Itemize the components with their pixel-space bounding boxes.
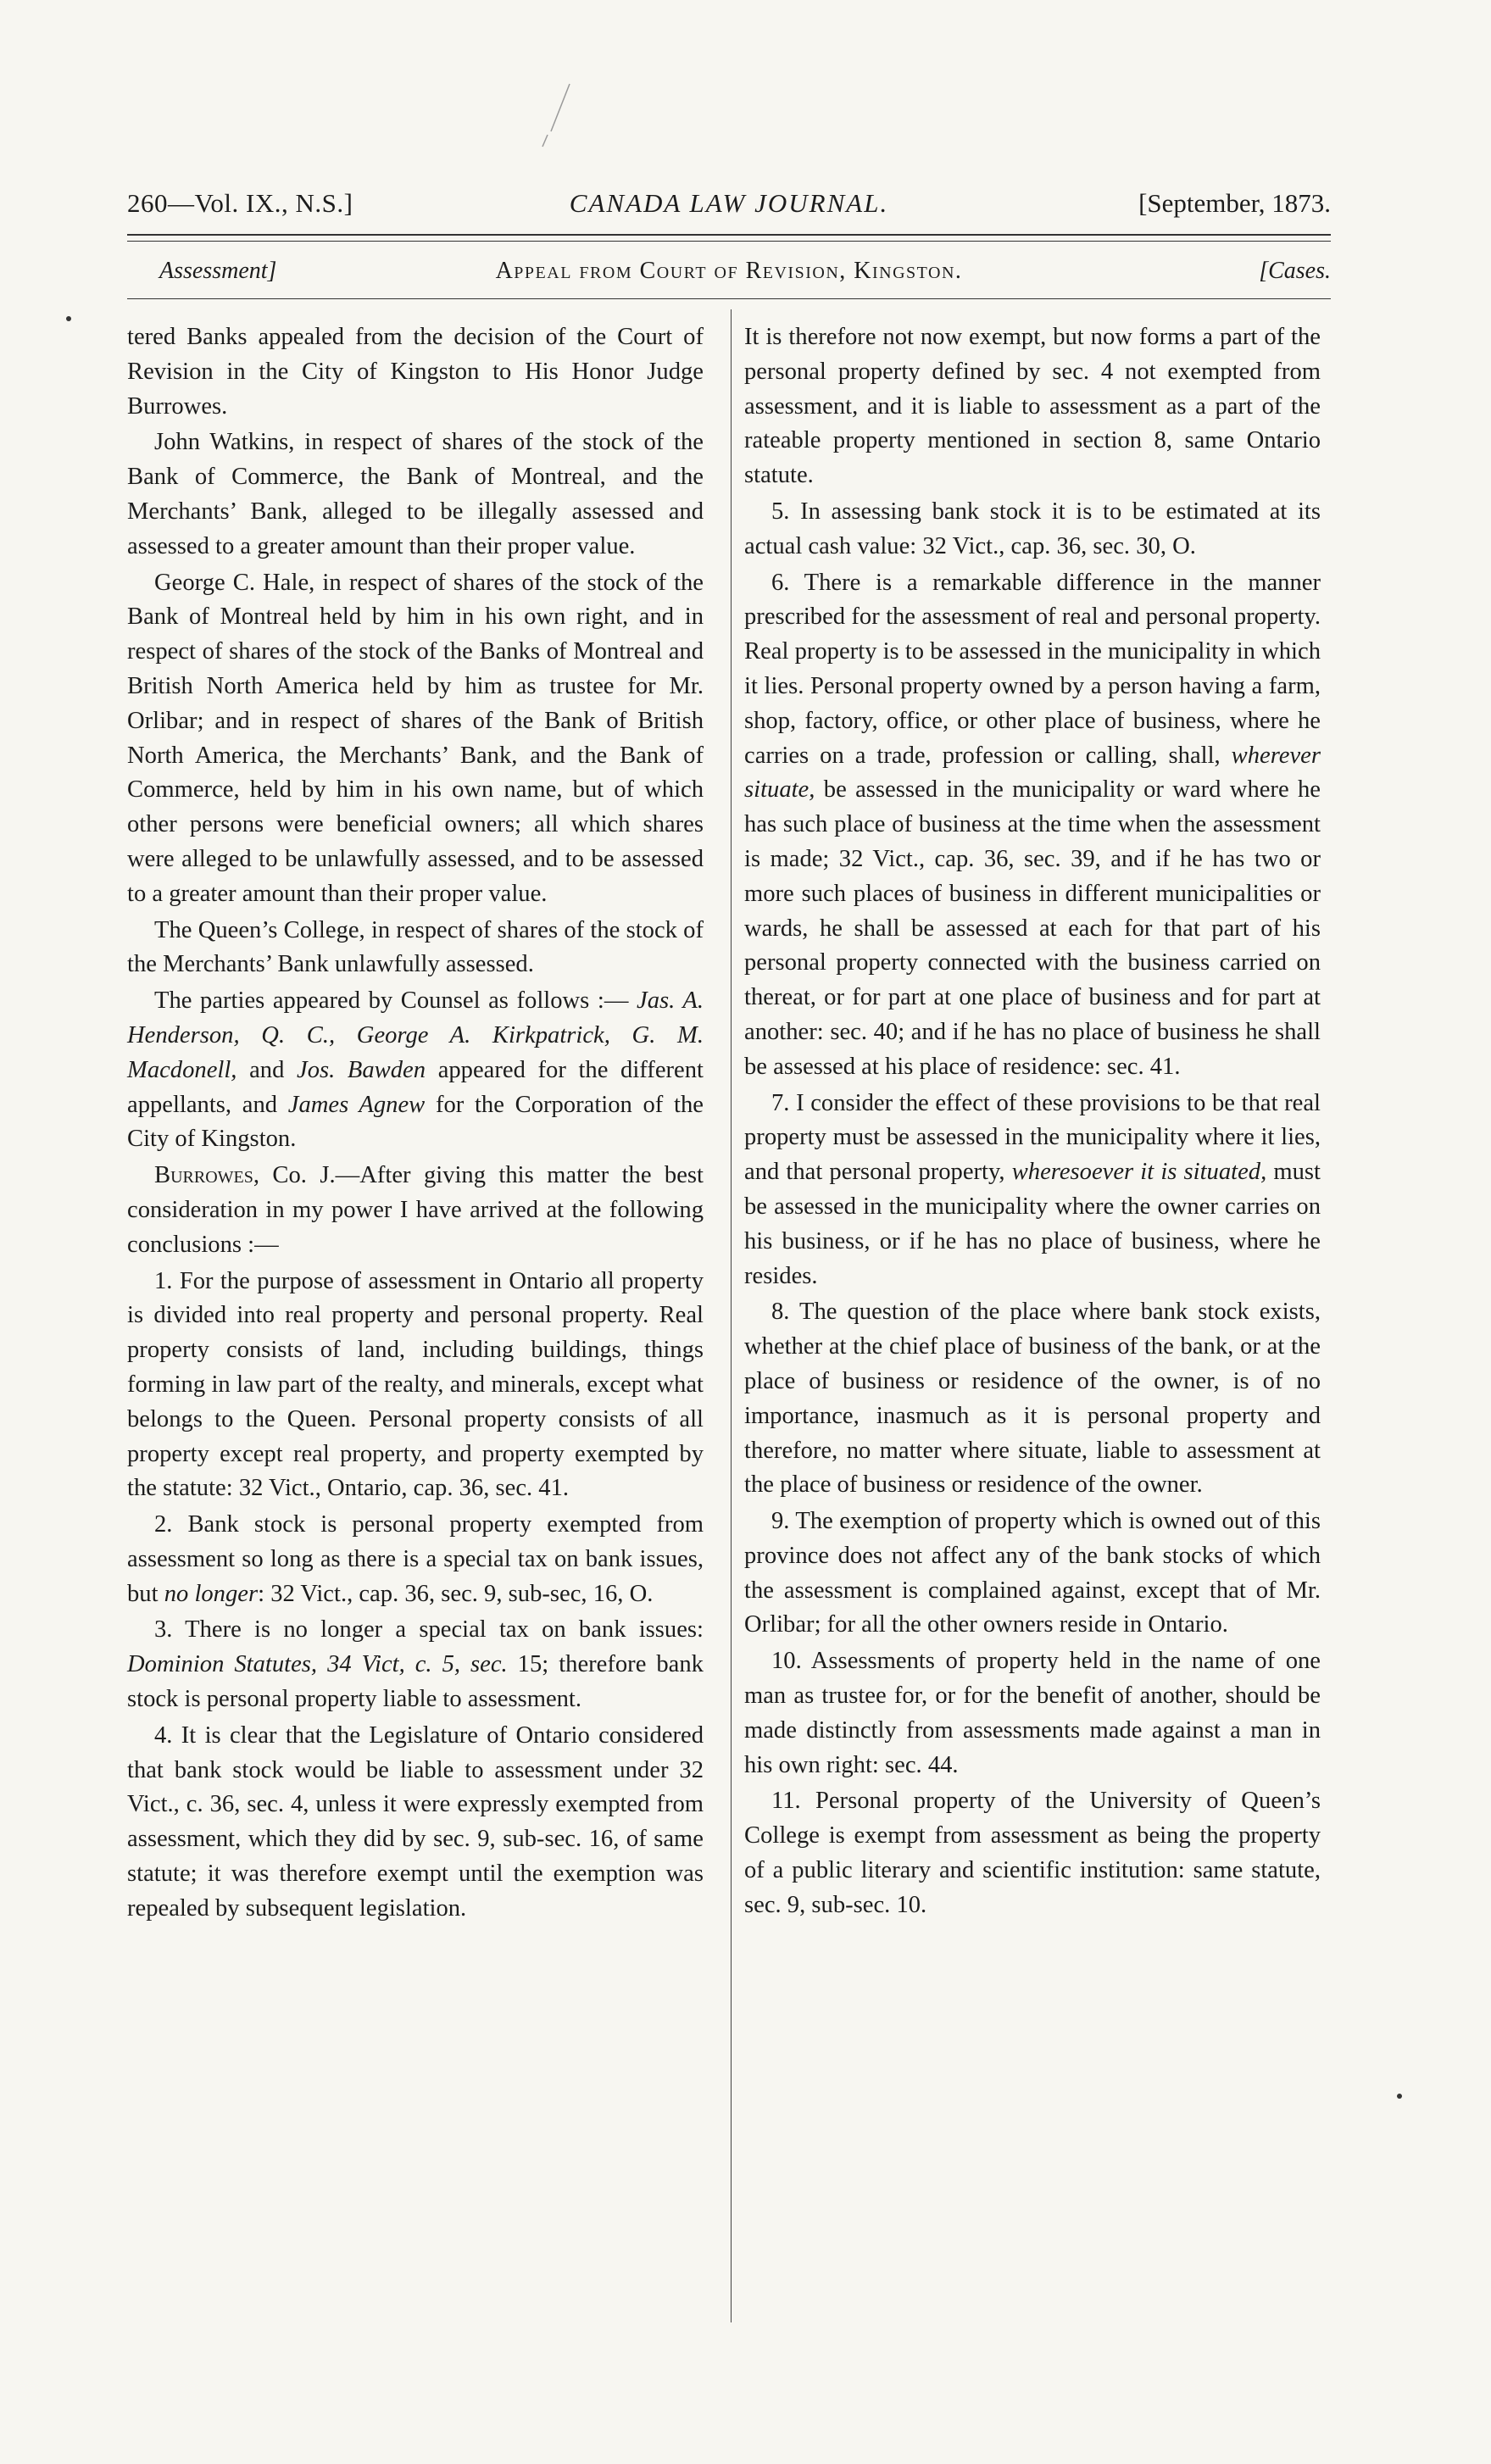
paragraph: John Watkins, in respect of shares of the stock of the Bank of Commerce, the Bank of Montreal, and the Merchants’ Bank, alleged to be illegally assessed and assessed to a greater amount than their proper value.: [127, 429, 704, 559]
margin-speck: [66, 316, 71, 321]
header-double-rule: [127, 234, 1331, 242]
counsel-name: Jos. Bawden: [297, 1056, 426, 1083]
text-fragment: appeared for the different appellants, and: [127, 1056, 704, 1118]
section-header: [127, 253, 1331, 290]
judge-name: Burrowes,: [154, 1162, 260, 1189]
left-column: [127, 320, 704, 1927]
page-reference: 260—Vol. IX., N.S.]: [127, 188, 353, 218]
text-fragment: Co. J.—After giving this matter the best consideration in my power I have arrived at the following conclusions :—: [127, 1162, 704, 1258]
text-fragment: 2. Bank stock is personal property exempted from assessment so long as there is a special tax on bank issues, but: [127, 1511, 704, 1607]
emphasis: no longer: [164, 1580, 259, 1607]
paragraph: It is therefore not now exempt, but now forms a part of the personal property defined by sec. 4 not exempted from assessment, and it is liable to assessment as a part of the rateable property mentioned in section 8, same Ontario statute.: [744, 324, 1321, 489]
paragraph: [744, 1087, 1321, 1294]
paragraph: 9. The exemption of property which is owned out of this province does not affect any of the bank stocks of which the assessment is complained against, except that of Mr. Orlibar; for all the other owners reside in Ontario.: [744, 1508, 1321, 1638]
paragraph-judgment-opening: [127, 1159, 704, 1262]
case-title: Appeal from Court of Revision, Kingston.: [495, 258, 963, 284]
emphasis: wherever situate,: [744, 742, 1321, 804]
journal-title: CANADA LAW JOURNAL.: [569, 188, 889, 218]
running-header: [127, 182, 1331, 225]
paragraph: 4. It is clear that the Legislature of Ontario considered that bank stock would be liable to assessment under 32 Vict., c. 36, sec. 4, unless it were expressly exempted from assessment, which they did by sec. 9, sub-sec. 16, of same statute; it was therefore exempt until the exemption was repealed by subsequent legislation.: [127, 1721, 704, 1922]
text-fragment: 7. I consider the effect of these provisions to be that real property must be assessed in the municipality where it lies, and that personal property,: [744, 1089, 1321, 1186]
counsel-names: Jas. A. Henderson, Q. C., George A. Kirkpatrick, G. M. Macdonell,: [127, 987, 704, 1083]
paragraph: The Queen’s College, in respect of shares of the stock of the Merchants’ Bank unlawfully assessed.: [127, 916, 704, 978]
emphasis: wheresoever it is situated,: [1011, 1159, 1267, 1186]
issue-date: [September, 1873.: [1138, 188, 1331, 218]
paragraph: tered Banks appealed from the decision of the Court of Revision in the City of Kingston to His Honor Judge Burrowes.: [127, 324, 704, 420]
text-fragment: 6. There is a remarkable difference in the manner prescribed for the assessment of real and personal property. Real property is to be assessed in the municipality in which it lies. Personal property owned by a person having a farm, shop, factory, office, or other place of business, where he carries on a trade, profession or calling, shall,: [744, 569, 1321, 769]
paragraph: [127, 1508, 704, 1611]
margin-speck: [1397, 2094, 1402, 2099]
column-divider: [731, 309, 732, 2322]
counsel-intro: The parties appeared by Counsel as follows :—: [154, 987, 629, 1015]
paragraph: 1. For the purpose of assessment in Ontario all property is divided into real property and personal property. Real property consists of land, including buildings, things forming in law part of the realty, and minerals, except what belongs to the Queen. Personal property consists of all property except real property, and property exempted by the statute: 32 Vict., Ontario, cap. 36, sec. 41.: [127, 1267, 704, 1502]
text-fragment: must be assessed in the municipality where the owner carries on his business, or if he has no place of business, where he resides.: [744, 1159, 1321, 1289]
section-topic: Assessment]: [159, 258, 277, 284]
counsel-name: James Agnew: [287, 1091, 426, 1118]
paragraph: 11. Personal property of the University of Queen’s College is exempt from assessment as being the property of a public literary and scientific institution: same statute, sec. 9, sub-sec. 10.: [744, 1788, 1321, 1918]
text-fragment: 15; therefore bank stock is personal property liable to assessment.: [127, 1651, 704, 1713]
paragraph: [127, 1613, 704, 1716]
text-fragment: be assessed in the municipality or ward where he has such place of business at the time when the assessment is made; 32 Vict., cap. 36, sec. 39, and if he has two or more such places of business in different municipalities or wards, he shall be assessed at each for that part of his personal property connected with the business carried on thereat, or for part at one place of business and for part at another: sec. 40; and if he has no place of business he shall be assessed at his place of residence: sec. 41.: [744, 776, 1321, 1080]
paragraph: George C. Hale, in respect of shares of the stock of the Bank of Montreal held by him in his own right, and in respect of shares of the stock of the Banks of Montreal and British North America held by him as trustee for Mr. Orlibar; and in respect of shares of the Bank of British North America, the Merchants’ Bank, and the Bank of Commerce, held by him in his own name, but of which other persons were beneficial owners; all which shares were alleged to be unlawfully assessed, and to be assessed to a greater amount than their proper value.: [127, 569, 704, 907]
right-column: [744, 320, 1321, 1923]
citation: Dominion Statutes, 34 Vict, c. 5, sec.: [127, 1651, 508, 1678]
paragraph: [744, 566, 1321, 1085]
text-fragment: for the Corporation of the City of Kingston.: [127, 1091, 704, 1153]
paragraph: 5. In assessing bank stock it is to be estimated at its actual cash value: 32 Vict., cap. 36, sec. 30, O.: [744, 498, 1321, 559]
section-rule: [127, 298, 1331, 299]
text-fragment: and: [249, 1056, 285, 1083]
paragraph-counsel: [127, 984, 704, 1157]
text-fragment: : 32 Vict., cap. 36, sec. 9, sub-sec, 16, O.: [258, 1580, 654, 1607]
pencil-mark-icon: [526, 81, 576, 148]
section-category: [Cases.: [1259, 258, 1331, 284]
text-fragment: 3. There is no longer a special tax on bank issues:: [154, 1616, 704, 1644]
paragraph: 8. The question of the place where bank stock exists, whether at the chief place of business of the bank, or at the place of business or residence of the owner, is of no importance, inasmuch as it is personal property and therefore, no matter where situate, liable to assessment at the place of business or residence of the owner.: [744, 1299, 1321, 1499]
paragraph: 10. Assessments of property held in the name of one man as trustee for, or for the benefit of another, should be made distinctly from assessments made against a man in his own right: sec. 44.: [744, 1648, 1321, 1778]
